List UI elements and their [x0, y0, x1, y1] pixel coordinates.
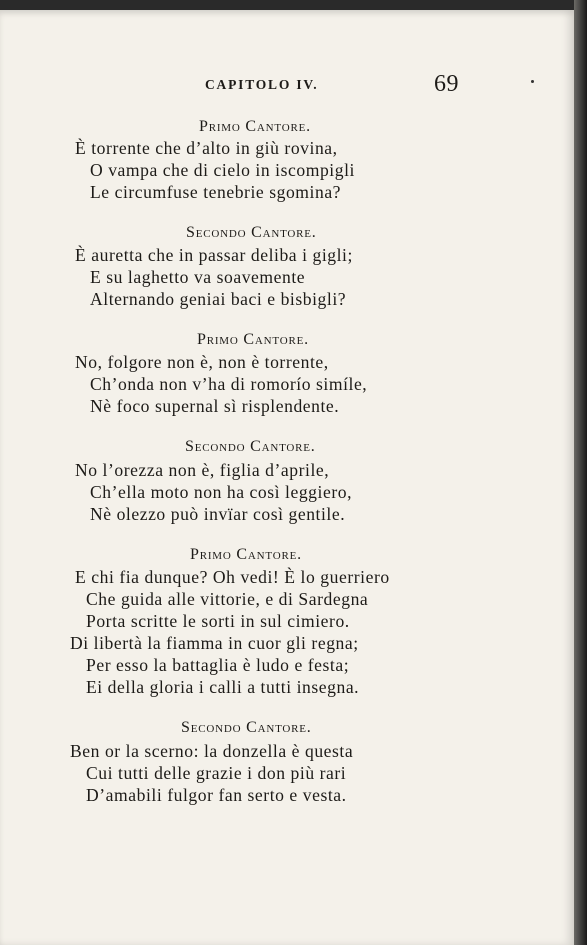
verse-line: E su laghetto va soavemente	[90, 267, 306, 287]
speaker-heading: Primo Cantore.	[190, 546, 302, 563]
verse-line: Per esso la battaglia è ludo e festa;	[86, 655, 350, 675]
book-spine-shadow	[574, 0, 587, 945]
verse-line: Ei della gloria i calli a tutti insegna.	[86, 677, 360, 697]
chapter-heading: CAPITOLO IV.	[205, 77, 319, 92]
speaker-heading: Secondo Cantore.	[186, 224, 317, 241]
verse-line: È torrente che d’alto in giù rovina,	[75, 138, 338, 158]
verse-line: Che guida alle vittorie, e di Sardegna	[86, 589, 369, 609]
speaker-heading: Secondo Cantore.	[181, 719, 312, 736]
verse-line: Ch’ella moto non ha così leggiero,	[90, 482, 353, 502]
verse-line: Cui tutti delle grazie i don più rari	[86, 763, 347, 783]
book-page	[0, 10, 574, 945]
verse-line: Le circumfuse tenebrie sgomina?	[90, 182, 342, 202]
verse-line: E chi fia dunque? Oh vedi! È lo guerriero	[75, 567, 390, 587]
speaker-heading: Secondo Cantore.	[185, 438, 316, 455]
verse-line: O vampa che di cielo in iscompigli	[90, 160, 355, 180]
verse-line: Alternando geniai baci e bisbigli?	[90, 289, 347, 309]
verse-line: È auretta che in passar deliba i gigli;	[75, 245, 353, 265]
page-number: 69	[434, 71, 459, 97]
verse-line: No l’orezza non è, figlia d’aprile,	[75, 460, 330, 480]
speaker-heading: Primo Cantore.	[199, 118, 311, 135]
speaker-heading: Primo Cantore.	[197, 331, 309, 348]
verse-line: Ch’onda non v’ha di romorío simíle,	[90, 374, 368, 394]
verse-line: Di libertà la fiamma in cuor gli regna;	[70, 633, 359, 653]
verse-line: D’amabili fulgor fan serto e vesta.	[86, 785, 347, 805]
verse-line: Nè foco supernal sì risplendente.	[90, 396, 340, 416]
running-head	[0, 71, 574, 101]
verse-line: Ben or la scerno: la donzella è questa	[70, 741, 354, 761]
printing-speck	[531, 80, 534, 83]
verse-line: No, folgore non è, non è torrente,	[75, 352, 329, 372]
verse-line: Nè olezzo può invïar così gentile.	[90, 504, 346, 524]
verse-line: Porta scritte le sorti in sul cimiero.	[86, 611, 350, 631]
